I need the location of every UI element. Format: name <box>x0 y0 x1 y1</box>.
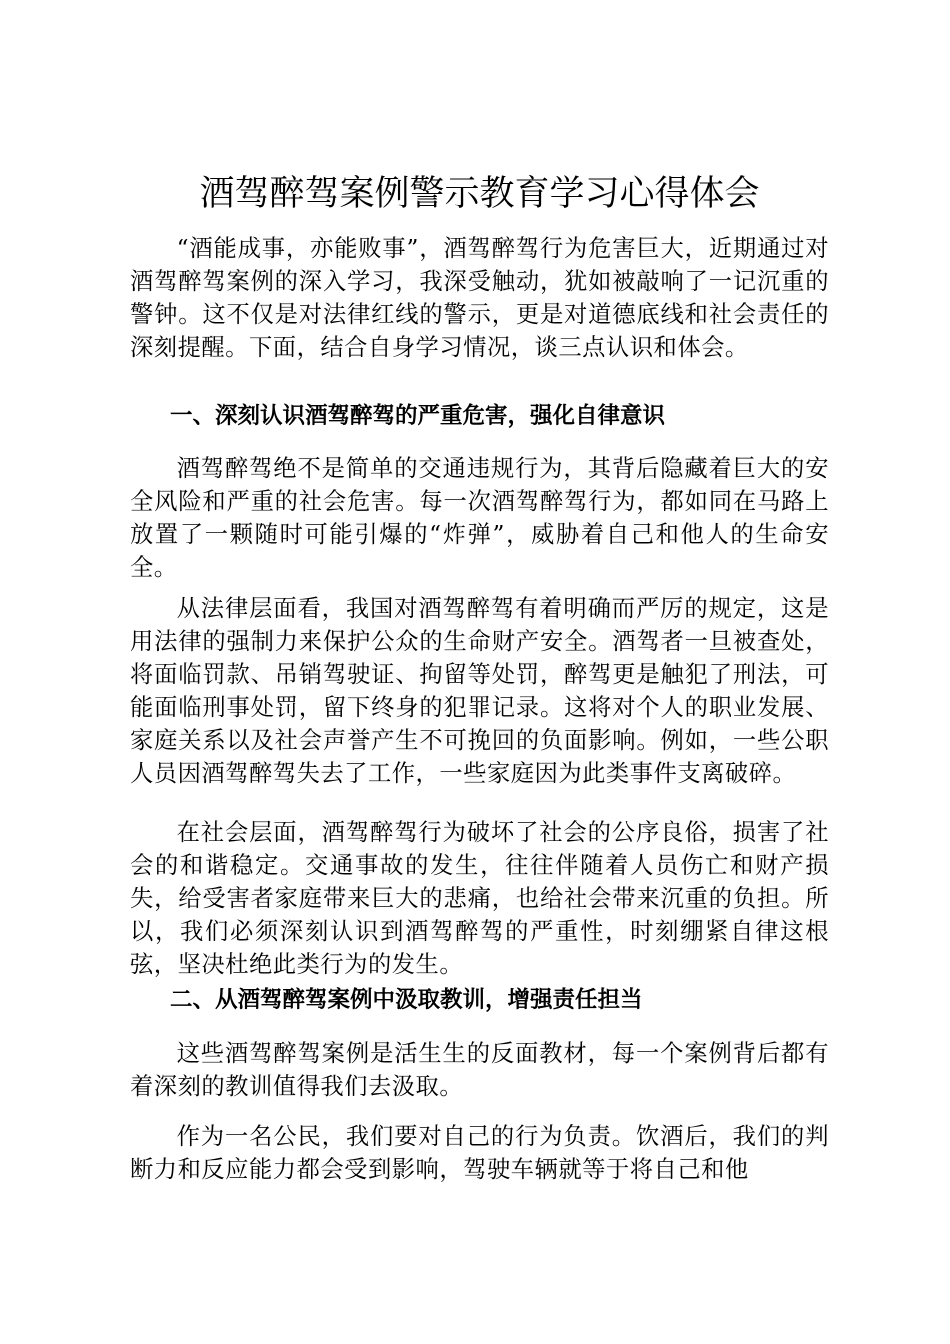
section-1-heading: 一、深刻认识酒驾醉驾的严重危害，强化自律意识 <box>170 403 666 429</box>
section-2-paragraph-1: 这些酒驾醉驾案例是活生生的反面教材，每一个案例背后都有着深刻的教训值得我们去汲取。 <box>130 1040 829 1100</box>
section-2-heading: 二、从酒驾醉驾案例中汲取教训，增强责任担当 <box>170 987 643 1013</box>
section-1-paragraph-1: 酒驾醉驾绝不是简单的交通违规行为，其背后隐藏着巨大的安全风险和严重的社会危害。每一次酒驾醉驾行为，都如同在马路上放置了一颗随时可能引爆的“炸弹”，威胁着自己和他人的生命安全。 <box>130 455 829 581</box>
section-1-paragraph-3: 在社会层面，酒驾醉驾行为破坏了社会的公序良俗，损害了社会的和谐稳定。交通事故的发生，往往伴随着人员伤亡和财产损失，给受害者家庭带来巨大的悲痛，也给社会带来沉重的负担。所以，我们必须深刻认识到酒驾醉驾的严重性，时刻绷紧自律这根弦，坚决杜绝此类行为的发生。 <box>130 819 829 978</box>
document-title: 酒驾醉驾案例警示教育学习心得体会 <box>199 174 760 214</box>
section-2-paragraph-2: 作为一名公民，我们要对自己的行为负责。饮酒后，我们的判断力和反应能力都会受到影响，驾驶车辆就等于将自己和他 <box>130 1123 829 1183</box>
intro-paragraph: “酒能成事，亦能败事”，酒驾醉驾行为危害巨大，近期通过对酒驾醉驾案例的深入学习，我深受触动，犹如被敲响了一记沉重的警钟。这不仅是对法律红线的警示，更是对道德底线和社会责任的深刻提醒。下面，结合自身学习情况，谈三点认识和体会。 <box>130 235 829 361</box>
section-1-paragraph-2: 从法律层面看，我国对酒驾醉驾有着明确而严厉的规定，这是用法律的强制力来保护公众的生命财产安全。酒驾者一旦被查处，将面临罚款、吊销驾驶证、拘留等处罚，醉驾更是触犯了刑法，可能面临刑事处罚，留下终身的犯罪记录。这将对个人的职业发展、家庭关系以及社会声誉产生不可挽回的负面影响。例如，一些公职人员因酒驾醉驾失去了工作，一些家庭因为此类事件支离破碎。 <box>130 595 829 787</box>
document-page <box>130 0 829 1344</box>
